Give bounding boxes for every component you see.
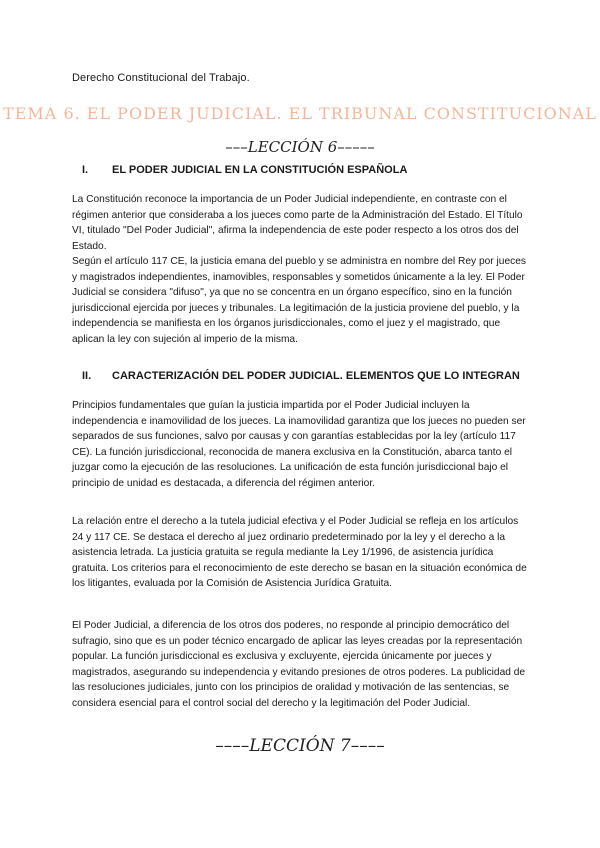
section-number: II.	[82, 370, 92, 382]
section-title: CARACTERIZACIÓN DEL PODER JUDICIAL. ELEMENTOS QUE LO INTEGRAN	[112, 370, 520, 382]
document-header-note: Derecho Constitucional del Trabajo.	[72, 72, 250, 84]
section-title: EL PODER JUDICIAL EN LA CONSTITUCIÓN ESPAÑOLA	[112, 164, 408, 176]
lesson-6-heading: –––LECCIÓN 6–––––	[225, 138, 375, 156]
paragraph: El Poder Judicial, a diferencia de los otros dos poderes, no responde al principio democrático del sufragio, sino que es un poder técnico encargado de aplicar las leyes creadas por la representación popular. La función jurisdiccional es exclusiva y excluyente, ejercida únicamente por jueces y magistrados, asegurando su independencia y evitando presiones de otros poderes. La publicidad de las resoluciones judiciales, junto con los principios de oralidad y motivación de las sentencias, se considera esencial para el control social del derecho y la legitimación del Poder Judicial.	[72, 620, 526, 709]
section-heading-2	[82, 370, 540, 382]
section-number: I.	[82, 164, 89, 176]
paragraph: Según el artículo 117 CE, la justicia emana del pueblo y se administra en nombre del Rey por jueces y magistrados independientes, inamovibles, responsables y sometidos únicamente a la ley. El Poder Judicial se considera "difuso", ya que no se concentra en un órgano específico, sino en la función jurisdiccional ejercida por jueces y tribunales. La legitimación de la justicia proviene del pueblo, y la independencia se manifiesta en los órganos jurisdiccionales, como el juez y el magistrado, que aplican la ley con sujeción al imperio de la misma.	[72, 256, 526, 345]
section-heading-1	[82, 164, 540, 176]
paragraph: Principios fundamentales que guían la justicia impartida por el Poder Judicial incluyen la independencia e inamovilidad de los jueces. La inamovilidad garantiza que los jueces no pueden ser separados de sus funciones, salvo por causas y con garantías establecidas por la ley (artículo 117 CE). La función jurisdiccional, reconocida de manera exclusiva en la Constitución, abarca tanto el juzgar como la ejecución de las resoluciones. La unificación de esta función jurisdiccional bajo el principio de unidad es destacada, a diferencia del régimen anterior.	[72, 400, 526, 489]
topic-title: TEMA 6. EL PODER JUDICIAL. EL TRIBUNAL CONSTITUCIONAL	[3, 104, 597, 123]
lesson-7-heading: ––––LECCIÓN 7––––	[215, 736, 385, 756]
paragraph: La Constitución reconoce la importancia de un Poder Judicial independiente, en contraste con el régimen anterior que consideraba a los jueces como parte de la Administración del Estado. El Título VI, titulado "Del Poder Judicial", afirma la independencia de este poder respecto a los otros dos del Estado.	[72, 194, 523, 252]
paragraph: La relación entre el derecho a la tutela judicial efectiva y el Poder Judicial se refleja en los artículos 24 y 117 CE. Se destaca el derecho al juez ordinario predeterminado por la ley y el derecho a la asistencia letrada. La justicia gratuita se regula mediante la Ley 1/1996, de asistencia jurídica gratuita. Los criterios para el reconocimiento de este derecho se basan en la situación económica de los litigantes, evaluada por la Comisión de Asistencia Jurídica Gratuita.	[72, 516, 527, 590]
